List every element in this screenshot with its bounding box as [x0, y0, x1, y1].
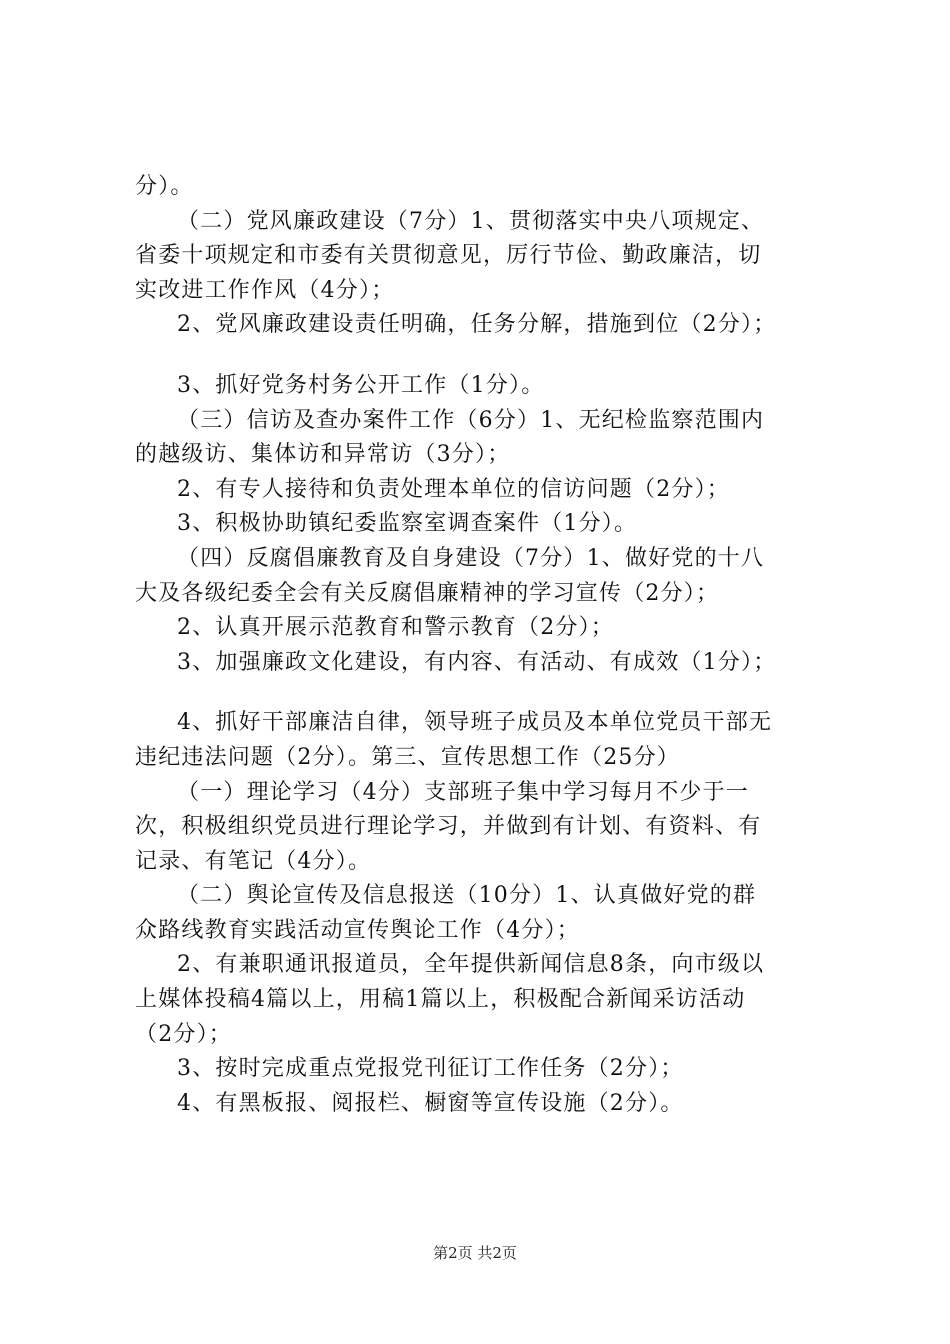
text-line: （二）党风廉政建设（7分）1、贯彻落实中央八项规定、 [177, 208, 765, 234]
text-line: （三）信访及查办案件工作（6分）1、无纪检监察范围内 [177, 407, 765, 433]
text-line: 3、加强廉政文化建设，有内容、有活动、有成效（1分）； [177, 649, 777, 675]
text-line: 4、有黑板报、阅报栏、橱窗等宣传设施（2分）。 [177, 1090, 684, 1116]
text-line: 次，积极组织党员进行理论学习，并做到有计划、有资料、有 [135, 814, 762, 840]
text-line: （四）反腐倡廉教育及自身建设（7分）1、做好党的十八 [177, 545, 765, 571]
text-line: 实改进工作作风（4分）； [135, 277, 395, 303]
text-line: 违纪违法问题（2分）。第三、宣传思想工作（25分） [135, 744, 680, 770]
page-footer: 第2页 共2页 [433, 1244, 517, 1262]
text-line: 2、有兼职通讯报道员，全年提供新闻信息8条，向市级以 [177, 952, 765, 978]
text-line: 记录、有笔记（4分）。 [135, 848, 372, 874]
text-line: 3、积极协助镇纪委监察室调查案件（1分）。 [177, 511, 638, 537]
text-line: 上媒体投稿4篇以上，用稿1篇以上，积极配合新闻采访活动 [135, 987, 746, 1013]
text-line: （一）理论学习（4分）支部班子集中学习每月不少于一 [177, 779, 749, 805]
text-line: 省委十项规定和市委有关贯彻意见，厉行节俭、勤政廉洁，切 [135, 243, 762, 269]
text-line: 2、党风廉政建设责任明确，任务分解，措施到位（2分）； [177, 312, 777, 338]
text-line: 分）。 [135, 174, 194, 199]
paragraph-gap [135, 680, 847, 706]
text-line: 的越级访、集体访和异常访（3分）； [135, 442, 511, 468]
text-line: 3、按时完成重点党报党刊征订工作任务（2分）； [177, 1056, 684, 1082]
text-line: 3、抓好党务村务公开工作（1分）。 [177, 372, 545, 398]
text-line: 2、有专人接待和负责处理本单位的信访问题（2分）； [177, 476, 730, 502]
text-line: （二）舆论宣传及信息报送（10分）1、认真做好党的群 [177, 883, 757, 909]
text-line: 4、抓好干部廉洁自律，领导班子成员及本单位党员干部无 [177, 710, 773, 736]
text-line: （2分）； [135, 1021, 232, 1047]
paragraph-gap [135, 343, 847, 369]
text-line: 2、认真开展示范教育和警示教育（2分）； [177, 615, 614, 641]
document-body [135, 170, 847, 1121]
text-line: 众路线教育实践活动宣传舆论工作（4分）； [135, 917, 580, 943]
text-line: 大及各级纪委全会有关反腐倡廉精神的学习宣传（2分）； [135, 580, 720, 606]
